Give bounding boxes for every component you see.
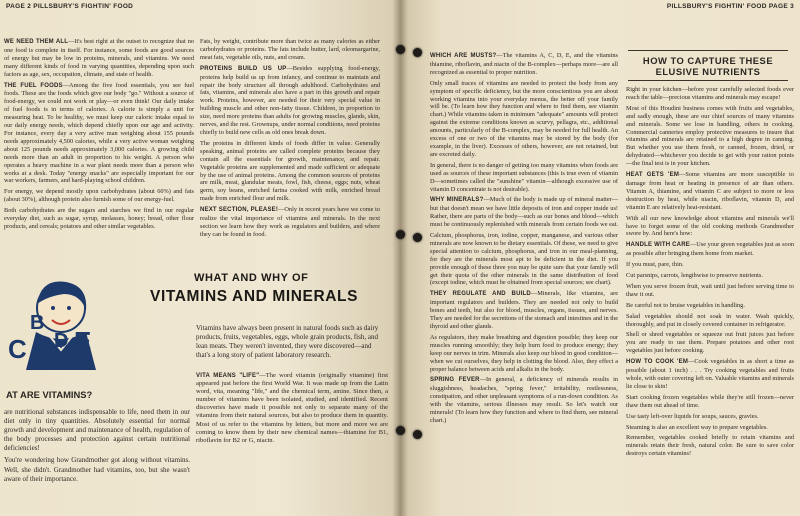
paragraph-heading: NEXT SECTION, PLEASE! <box>200 207 279 214</box>
paragraph-text: Calcium, phosphorus, iron, iodine, copper, manganese, and various other minerals are now known to be dietary essentials. Of these, we need to give special attention to calcium, phosphorus, and iron in our meal-planning, for they are the minerals most apt to be deficient in the diet. If you provide enough of these three you may be quite sure that your family will get their quota of the other minerals in the same distribution of food (except iodine, which must be obtained from special sources; see chart). <box>430 232 618 287</box>
paragraph-heading: HOW TO COOK 'EM <box>626 359 689 366</box>
paragraph <box>626 272 794 280</box>
paragraph-text: Start cooking frozen vegetables while they're still frozen—never thaw them out ahead of time. <box>626 393 794 409</box>
paragraph <box>430 290 618 331</box>
left-running-head: PAGE 2 PILLSBURY'S FIGHTIN' FOOD <box>6 3 134 10</box>
paragraph <box>626 331 794 355</box>
paragraph-heading: SPRING FEVER <box>430 377 480 384</box>
paragraph-text: With all our new knowledge about vitamins and minerals we'll have to forget some of the old cooking methods Grandmother swore by. And here's how: <box>626 214 794 238</box>
right-column-1 <box>430 52 618 428</box>
paragraph-text: —Use your green vegetables just as soon as possible after bringing them home from market. <box>626 241 794 258</box>
binding-gutter <box>392 0 408 516</box>
paragraph-text: Only small traces of vitamins are needed to protect the body from any symptom of specific deficiency, but the more conscientious you are about working vitamins into your everyday menus, the better off your family will be. (To learn how they function and where to find them, see vitamin chart.) While vitamins taken in minimum "adequate" amounts will protect against the extreme conditions known as scurvy, pellagra, etc., additional amounts, particularly of the B-complex, may be needed for full health. An excess of one or two of the vitamins may be stored by the body (for example, in the liver). Excesses of others, however, are not retained, but are excreted daily. <box>430 79 618 158</box>
right-page-title: HOW TO CAPTURE THESE ELUSIVE NUTRIENTS <box>642 55 774 77</box>
paragraph <box>626 283 794 299</box>
section-title-line2: VITAMINS AND MINERALS <box>150 288 359 305</box>
paragraph-text: In general, there is no danger of getting too many vitamins when foods are used as sources of these important substances (this is true even of vitamin D—sometimes called the "sunshine" vitamin—although excessive use of vitamin D concentrate is not desirable). <box>430 161 618 193</box>
paragraph <box>200 140 380 203</box>
paragraph <box>626 105 794 168</box>
paragraph <box>200 38 380 62</box>
paragraph <box>430 334 618 374</box>
paragraph <box>430 196 618 229</box>
binding-hole <box>396 426 405 435</box>
what-are-vitamins-heading: AT ARE VITAMINS? <box>6 389 93 400</box>
binding-hole <box>396 230 405 239</box>
paragraph-heading: HEAT GETS 'EM <box>626 172 680 179</box>
paragraph <box>4 188 194 204</box>
paragraph <box>626 86 794 102</box>
paragraph-text: —Only in recent years have we come to realize the vital importance of vitamins and minerals. In the next section we learn how they work as regulators and builders, and where they can be found in food. <box>200 206 380 238</box>
deco-letter-b: B <box>30 312 45 334</box>
paragraph <box>430 80 618 159</box>
paragraph <box>430 52 618 77</box>
left-column-2 <box>200 38 380 242</box>
paragraph <box>4 38 194 79</box>
what-are-vitamins-text <box>4 408 190 487</box>
title-rule-bottom <box>628 80 788 81</box>
right-page <box>400 0 800 516</box>
section-title-line1: WHAT AND WHY OF <box>194 272 309 284</box>
paragraph-heading: PROTEINS BUILD US UP <box>200 65 287 72</box>
paragraph <box>626 413 794 421</box>
paragraph-text: —Besides supplying food-energy, proteins help build us up from infancy, and continue to maintain and repair the body structure all through adulthood. Carbohydrates and fats, vitamins, and minerals also have a part in this growth and repair work. Proteins, however, are needed for their very special value in building muscle and other non-fatty tissue. Children, in proportion to size, need more proteins than adults for growing muscles, glands, skin, nerves, and the rest. Grownups, under normal conditions, need proteins chiefly to build new cells as old ones break down. <box>200 64 380 136</box>
paragraph <box>430 162 618 194</box>
paragraph-text: Salad vegetables should not soak in water. Wash quickly, thoroughly, and put in closely covered container in refrigerator. <box>626 312 794 328</box>
paragraph <box>626 241 794 258</box>
paragraph-text: The proteins in different kinds of foods differ in value. Generally speaking, animal proteins are called complete proteins because they contain all the essentials for growth, maintenance, and repair. Vegetable proteins are supplemented and made sufficient or adequate by the use of animal proteins. Among the common sources of proteins are milk, meat, glandular meats, fowl, fish, cheese, eggs; nuts, wheat germ, soy beans, enriched farina cooked with milk, enriched bread made from enriched flour and milk. <box>200 139 380 203</box>
paragraph <box>200 206 380 239</box>
paragraph-text: Use tasty left-over liquids for soups, sauces, gravies. <box>626 412 759 420</box>
paragraph-heading: THE FUEL FOODS <box>4 82 63 89</box>
vita-text: —The word vitamin (originally vitamine) first appeared just before the first World War. It was made up from the Latin word, vita, meaning "life," and the chemical term, amine. Since then, a number of vitamins have been isolated, studied, and identified. Recent discoveries have made it possible not only to separate many of the vitamins from their natural sources, but also to produce them in quantity. Most of us refer to the vitamins by letters, but more and more we are coming to know them by their new chemical names—thiamine for B1, riboflavin for B2 or G, niacin. <box>196 372 389 444</box>
paragraph-text: For energy, we depend mostly upon carbohydrates (about 60%) and fats (about 30%), although protein also furnish some of our energy-fuel. <box>4 188 194 204</box>
paragraph <box>626 261 794 269</box>
paragraph-text: —Some vitamins are more susceptible to damage from heat or heating in presence of air than others. Vitamin A, thiamine, and vitamin C are subject to more or less destruction by heat, while niacin, riboflavin, vitamin D, and vitamin E are relatively heat-resistant. <box>626 171 794 211</box>
vita-means-life <box>196 372 388 445</box>
paragraph-text: Remember, vegetables cooked briefly to retain vitamins and minerals retain their fresh, natural color. Be sure to save color destroys certain vitamins! <box>626 434 794 458</box>
paragraph-text: Right in your kitchen—before your carefully selected foods ever reach the table—precious vitamins and minerals may escape! <box>626 86 794 101</box>
paragraph-text: —In general, a deficiency of minerals results in sluggishness, headaches, "spring fever," irritability, restlessness, constipation, and other unpleasant symptoms of a run-down condition. As with the vitamins, serious illnesses may result. So let's watch our minerals! (To learn how they function and where to find them, see mineral chart.) <box>430 376 618 424</box>
paragraph <box>200 65 380 137</box>
binding-hole <box>413 430 422 439</box>
paragraph <box>4 82 194 186</box>
deco-letter-c: C <box>8 334 27 364</box>
paragraph <box>626 358 794 391</box>
paragraph-text: Steaming is also an excellent way to prepare vegetables. <box>626 423 768 431</box>
paragraph-text: If you must, pare, thin. <box>626 261 684 269</box>
paragraph-heading: THEY REGULATE AND BUILD <box>430 291 531 298</box>
paragraph-heading: WHY MINERALS? <box>430 197 484 204</box>
paragraph-text: —Among the five food essentials, you see fuel foods. These are the foods which give our body "go." Without a source of food-energy, we could not work or play—or even think! Our daily intake of fuel foods is in terms of calories. A calorie is simply a unit for measuring heat. To be healthy, we must keep our caloric intake equal to our daily energy needs, which depend chiefly upon our age and activity. For instance, every day a very active man weighing about 155 pounds needs approximately 4,500 calories, while a very active woman weighing about 125 pounds needs approximately 3,000 calories. A growing child needs more than an adult in proportion to his weight. A person who operates a heavy machine in a war plant needs more than a person who works at a desk. Today "energy snacks" are especially important for our war workers, farmers, and hard-playing school children. <box>4 81 194 185</box>
paragraph <box>626 313 794 329</box>
paragraph-heading: WE NEED THEM ALL <box>4 39 69 45</box>
paragraph-text: —The vitamins A, C, D, E, and the vitamins thiamine, riboflavin, and niacin of the B-complex—perhaps more—are all recognized as essential to proper nutrition. <box>430 52 618 76</box>
paragraph-text: As regulators, they make breathing and digestion possible; they keep our muscles running smoothly; they help burn food to produce energy; they keep our nerves in trim. Minerals also keep our blood in good condition—when we cut ourselves, they help in clotting the blood. Also, they effect a proper balance between acids and alkalis in the body. <box>430 333 618 373</box>
paragraph-heading: WHICH ARE MUSTS? <box>430 53 497 59</box>
binding-hole <box>413 48 422 57</box>
section-intro: Vitamins have always been present in natural foods such as dairy products, fruits, vegetables, eggs, whole grain products, fish, and lean meats. They weren't invented, they were discovered—and that's a long story of patient laboratory research. <box>196 324 379 360</box>
deco-letter-e: E <box>74 326 92 356</box>
paragraph <box>430 376 618 424</box>
paragraph <box>626 215 794 239</box>
paragraph-text: Cut parsnips, carrots, lengthwise to preserve nutrients. <box>626 272 763 280</box>
paragraph-text: Fats, by weight, contribute more than twice as many calories as either carbohydrates or proteins. The fats include butter, lard, oleomargarine, meat fats, vegetable oils, nuts, and cream. <box>200 38 380 61</box>
paragraph-text: —Minerals, like vitamins, are important regulators and builders. They are needed not only to build bones and teeth, but also for blood, muscles, organs, tissues, and nerves. They are needed for the secretions of the stomach and intestines and in the thyroid and other glands. <box>430 290 618 330</box>
paragraph-text: —Cook vegetables in as short a time as possible (about 1 inch) . . . Try cooking vegetables and fruits whole, with outer covering left on. Valuable vitamins and minerals lie close to skin! <box>626 358 794 390</box>
paragraph-text: Be careful not to bruise vegetables in handling. <box>626 301 745 309</box>
paragraph-text: Most of this Houdini business comes with fruits and vegetables, and sadly enough, these are our chief sources of many vitamins and minerals. Some we lose in handling, others in cooking. Commercial canneries employ protective measures to insure that vitamins and minerals are retained to a high degree in canning. But whether you use them fresh, or canned, frozen, dried, or dehydrated—whichever you decide to get with your ration points—the final test is in your kitchen. <box>626 104 794 168</box>
paragraph-text: Both carbohydrates are the sugars and starches we find in our regular everyday diet, such as sugar, syrup, molasses, honey; bread, other flour products, and cereals; potatoes and other similar vegetables. <box>4 207 194 230</box>
paragraph-text: —It's best right at the outset to recognize that no one food is complete in itself. For instance, some foods are good sources of energy but may be low in proteins, minerals, and vitamins. We need many different kinds of food in varying quantities, depending upon such factors as age, sex, occupation, climate, and state of health. <box>4 38 194 78</box>
left-column-1 <box>4 38 194 234</box>
vita-heading: VITA MEANS "LIFE" <box>196 373 260 379</box>
paragraph <box>430 232 618 287</box>
paragraph <box>626 394 794 410</box>
paragraph <box>626 434 794 458</box>
paragraph-heading: HANDLE WITH CARE <box>626 242 690 249</box>
paragraph <box>4 207 194 231</box>
paragraph-text: Shell or shred vegetables or squeeze out fruit juices just before you are ready to use them. Prepare potatoes and other root vegetables just before cooking. <box>626 331 794 355</box>
right-column-2 <box>626 86 794 461</box>
what-are-vitamins-para-1: are nutritional substances indispensable to life, need them in our diet only in tiny quantities. Absolutely essential for normal growth and development and maintenance of health, regulation of the body processes and protection against certain nutritional deficiencies! <box>4 408 190 453</box>
what-are-vitamins-para-2: You're wondering how Grandmother got along without vitamins. Well, she didn't. Grandmother had vitamins, too, but she wasn't aware of their importance. <box>4 456 190 483</box>
title-rule-top <box>628 50 788 51</box>
paragraph-text: —Much of the body is made up of mineral matter—but that doesn't mean we have little deposits of iron and copper inside us! Rather, there are parts of the body—such as our bones and blood—which must be continuously replenished with minerals from certain foods we eat. <box>430 196 619 229</box>
paragraph-text: When you serve frozen fruit, wait until just before serving time to thaw it out. <box>626 282 794 298</box>
paragraph <box>626 424 794 432</box>
deco-letter-d: D <box>54 330 69 352</box>
paragraph <box>626 171 794 212</box>
paragraph <box>626 302 794 310</box>
right-running-head: PILLSBURY'S FIGHTIN' FOOD PAGE 3 <box>666 3 794 10</box>
binding-hole <box>396 45 405 54</box>
binding-hole <box>413 233 422 242</box>
